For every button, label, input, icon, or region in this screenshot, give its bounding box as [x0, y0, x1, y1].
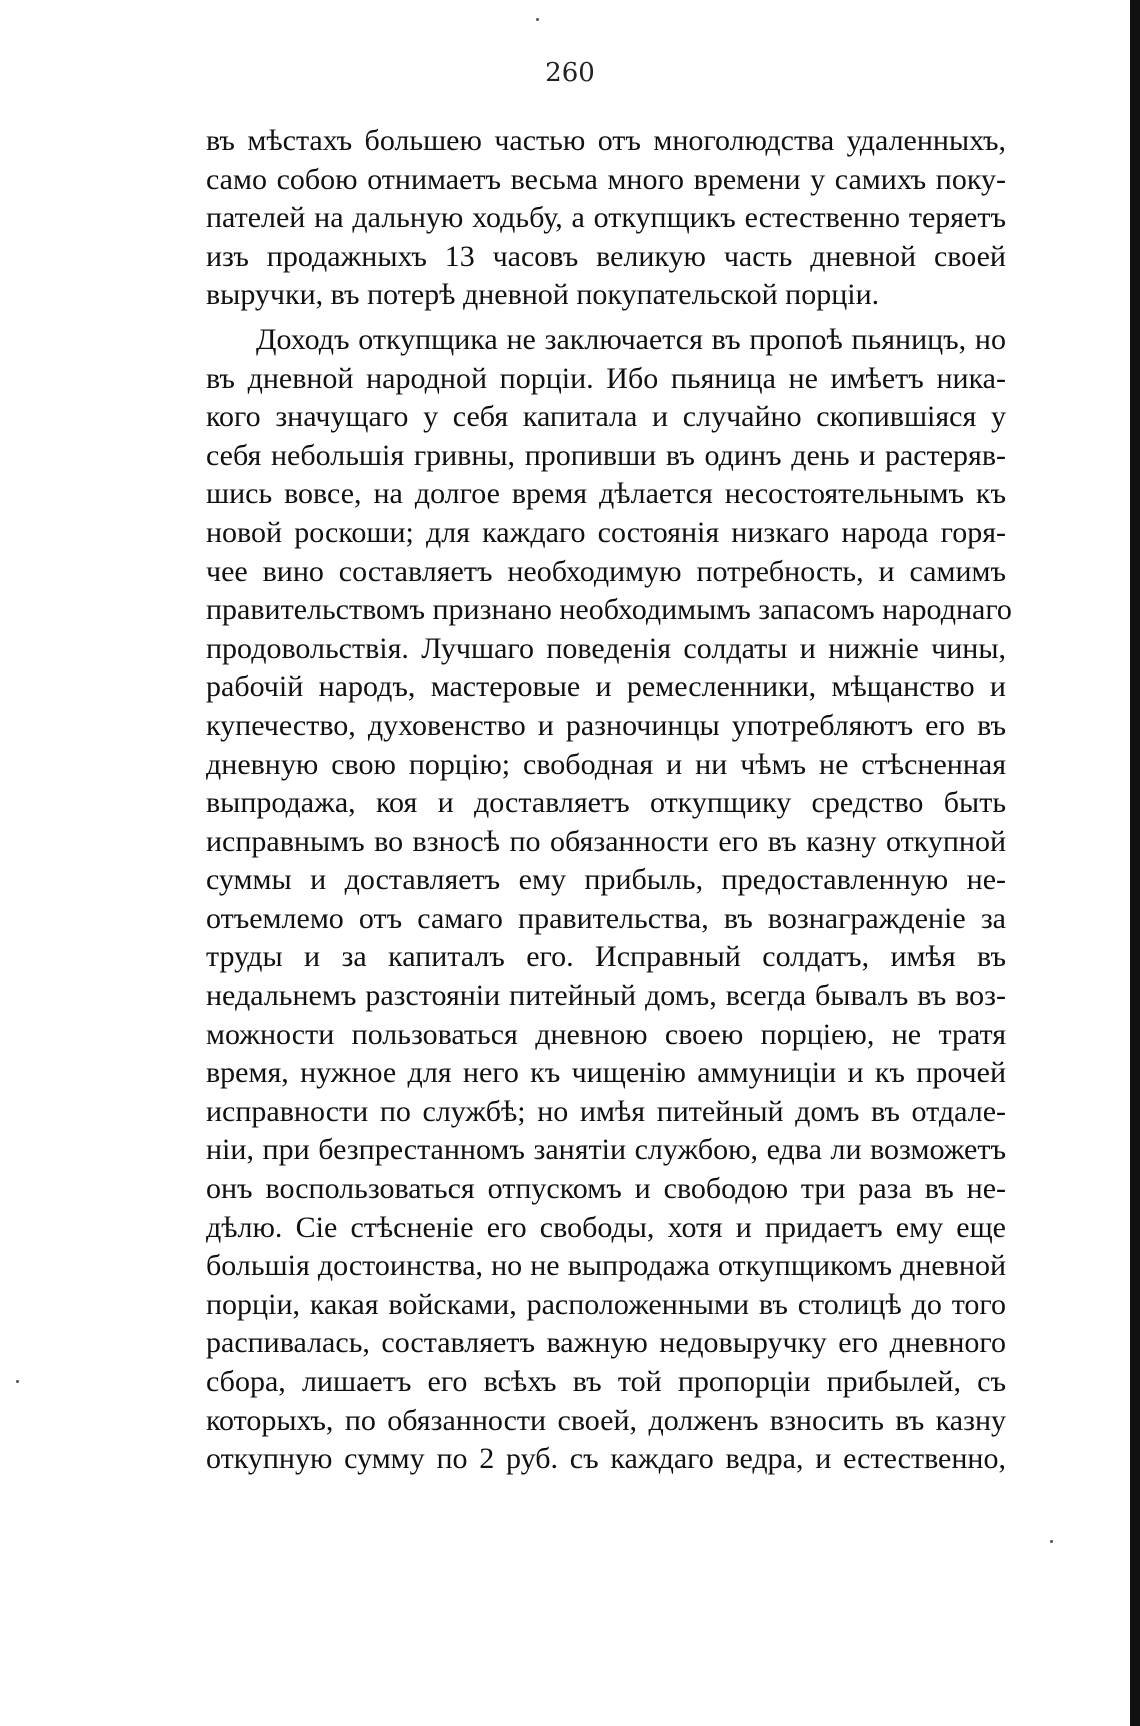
text-line: дневную свою порцію; свободная и ни чѣмъ не стѣсненная — [206, 747, 1006, 781]
text-line: откупную сумму по 2 руб. съ каждаго ведра, и естественно, — [206, 1442, 1006, 1476]
text-line: труды и за капиталъ его. Исправный солдатъ, имѣя въ — [206, 940, 1006, 974]
text-line: чее вино составляетъ необходимую потребность, и самимъ — [206, 554, 1006, 588]
page-edge-shadow — [1130, 0, 1140, 1726]
text-line: пателей на дальную ходьбу, а откупщикъ естественно теряетъ — [206, 201, 1006, 235]
text-line: шись вовсе, на долгое время дѣлается несостоятельнымъ къ — [206, 477, 1006, 511]
text-line: онъ воспользоваться отпускомъ и свободою три раза въ не- — [206, 1172, 1006, 1206]
text-line: недальнемъ разстояніи питейный домъ, всегда бывалъ въ воз- — [206, 979, 1006, 1013]
body-text — [206, 122, 1012, 1479]
print-speck — [1050, 1540, 1053, 1543]
text-line: суммы и доставляетъ ему прибыль, предоставленную не- — [206, 863, 1006, 897]
paragraph-1 — [206, 122, 1006, 315]
text-line: порціи, какая войсками, расположенными въ столицѣ до того — [206, 1287, 1006, 1321]
text-line: исправнымъ во взносѣ по обязанности его въ казну откупной — [206, 824, 1006, 858]
text-line: выручки, въ потерѣ дневной покупательской порціи. — [206, 278, 880, 312]
text-line: рабочій народъ, мастеровые и ремесленники, мѣщанство и — [206, 670, 1006, 704]
text-line: сбора, лишаетъ его всѣхъ въ той пропорціи прибылей, съ — [206, 1365, 1006, 1398]
text-line: новой роскоши; для каждаго состоянія низкаго народа горя- — [206, 515, 1006, 549]
text-line: изъ продажныхъ 13 часовъ великую часть дневной своей — [206, 239, 1006, 273]
text-line: въ дневной народной порціи. Ибо пьяница не имѣетъ ника- — [206, 361, 1006, 395]
print-speck — [536, 18, 539, 21]
print-speck — [16, 1380, 19, 1383]
text-line: большія достоинства, но не выпродажа откупщикомъ дневной — [206, 1249, 1006, 1283]
text-line: Доходъ откупщика не заключается въ пропоѣ пьяницъ, но — [256, 322, 1006, 356]
text-line: которыхъ, по обязанности своей, долженъ взносить въ казну — [206, 1403, 1006, 1437]
text-line: купечество, духовенство и разночинцы употребляютъ его въ — [206, 708, 1006, 742]
paragraph-2 — [206, 321, 1012, 1479]
text-line: можности пользоваться дневною своею порціею, не тратя — [206, 1017, 1006, 1051]
text-line: правительствомъ признано необходимымъ запасомъ народнаго — [206, 593, 1012, 627]
page-number: 260 — [545, 58, 595, 88]
text-line: отъемлемо отъ самаго правительства, въ вознагражденіе за — [206, 901, 1006, 935]
text-line: кого значущаго у себя капитала и случайно скопившіяся у — [206, 400, 1006, 434]
text-line: время, нужное для него къ чищенію аммуниціи и къ прочей — [206, 1056, 1006, 1090]
text-line: въ мѣстахъ большею частью отъ многолюдства удаленныхъ, — [206, 124, 1006, 157]
text-line: само собою отнимаетъ весьма много времени у самихъ поку- — [206, 162, 1006, 196]
text-line: ніи, при безпрестанномъ занятіи службою, едва ли возможетъ — [206, 1133, 1006, 1167]
text-line: исправности по службѣ; но имѣя питейный домъ въ отдале- — [206, 1094, 1006, 1128]
text-line: продовольствія. Лучшаго поведенія солдаты и нижніе чины, — [206, 631, 1006, 665]
text-line: выпродажа, коя и доставляетъ откупщику средство быть — [206, 786, 1006, 820]
text-line: распивалась, составляетъ важную недовыручку его дневного — [206, 1326, 1006, 1360]
text-line: себя небольшія гривны, пропивши въ одинъ день и растеряв- — [206, 438, 1006, 472]
text-line: дѣлю. Сіе стѣсненіе его свободы, хотя и придаетъ ему еще — [206, 1210, 1006, 1244]
